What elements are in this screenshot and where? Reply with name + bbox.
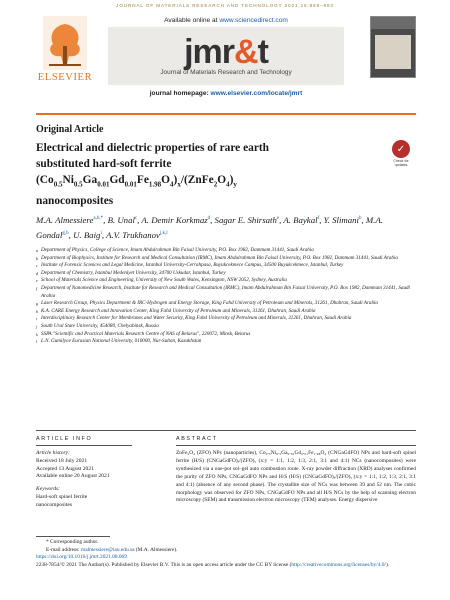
- footnotes: [36, 539, 416, 569]
- affiliation-item: b Department of Biophysics, Institute for Research and Medical Consultation (IRMC), Imam Abdulrahman Bin Faisal University, P.O. Box 1982, Dammam 31441, Saudi Arabia: [36, 254, 398, 261]
- affiliation-item: k SSPA "Scientific and Practical Materials Research Centre of NAS of Belarus", 220072, Minsk, Belarus: [36, 330, 251, 337]
- author[interactable]: A. Demir Korkmaz$^d$,: [141, 214, 215, 225]
- affiliation-item: l L.N. Gumilyov Eurasian National University, 010000, Nur-Sultan, Kazakhstan: [36, 338, 202, 345]
- affiliation-item: j South Ural State University, 454080, Chelyabinsk, Russia: [36, 322, 159, 329]
- journal-logo-main: jmr: [184, 33, 235, 71]
- publisher-name: ELSEVIER: [37, 72, 93, 83]
- title-line-2: substituted hard-soft ferrite: [36, 158, 172, 171]
- article-type: Original Article: [36, 124, 104, 135]
- history-accepted: Accepted 13 August 2021: [36, 465, 94, 472]
- journal-cover-thumbnail[interactable]: [370, 16, 416, 78]
- doi-link[interactable]: https://doi.org/10.1016/j.jmrt.2021.08.069: [36, 554, 127, 561]
- running-head: JOURNAL OF MATERIALS RESEARCH AND TECHNOLOGY 2021;15:968–983: [116, 3, 334, 8]
- journal-full-name: Journal of Materials Research and Technology: [160, 69, 292, 76]
- corresponding-author-note: * Corresponding author.: [46, 539, 99, 545]
- affiliation-list: [36, 247, 416, 346]
- abstract-heading: ABSTRACT: [176, 436, 416, 446]
- journal-homepage: [108, 90, 344, 97]
- email-link[interactable]: malmessiere@iau.edu.sa: [81, 546, 135, 553]
- journal-logo-end: t: [257, 33, 268, 71]
- author[interactable]: A. Baykal$^f$,: [283, 214, 324, 225]
- author-list: [36, 212, 416, 243]
- journal-logo[interactable]: [184, 33, 268, 71]
- article-info-heading: ARTICLE INFO: [36, 436, 132, 446]
- title-line-4: nanocomposites: [36, 194, 114, 207]
- elsevier-logo[interactable]: [36, 16, 94, 100]
- available-prefix: Available online at: [164, 17, 220, 24]
- keyword-item: Hard-soft spinel ferrite: [36, 493, 88, 500]
- footnote-divider: [36, 536, 110, 537]
- license-link[interactable]: http://creativecommons.org/licenses/by/4.0/: [291, 561, 386, 568]
- history-label: Article history:: [36, 450, 71, 456]
- keywords-label: Keywords:: [36, 486, 61, 493]
- email-note: E-mail address: malmessiere@iau.edu.sa (M.A. Almessiere).: [46, 546, 178, 553]
- history-online: Available online 20 August 2021: [36, 473, 110, 480]
- title-line-1: Electrical and dielectric properties of rare earth: [36, 142, 270, 154]
- affiliation-item: f Department of Nanomedicine Research, Institute for Research and Medical Consultation (IRMC), Imam Abdulrahman Bin Faisal University, P.O. Box 1982, Dammam 31441, Saudi Arabia: [36, 284, 410, 299]
- affiliation-item: i Interdisciplinary Research Center for Membranes and Water Security, King Fahd University of Petroleum and Minerals, 31261, Dhahran, Saudi Arabia: [36, 315, 352, 322]
- affiliation-item: e School of Materials Science and Engineering, University of New South Wales, Kensington, NSW 2052, Sydney, Australia: [36, 277, 287, 284]
- author[interactable]: M.A. Almessiere$^{a,b,*}$,: [36, 214, 108, 225]
- author[interactable]: Sagar E. Shirsath$^e$,: [214, 214, 284, 225]
- author[interactable]: U. Baig$^i$,: [73, 230, 107, 241]
- affiliation-item: c Institute of Forensic Sciences and Legal Medicine, Istanbul University-Cerrahpasa, Buyukcekmece Campus, 34500 Buyukcekmece, Istanbul, Turkey: [36, 262, 344, 269]
- check-for-updates-label: Check for updates: [393, 159, 409, 167]
- masthead-divider: [36, 113, 416, 115]
- available-online: [108, 17, 344, 24]
- title-formula: $(Co_{0.5}Ni_{0.5}Ga_{0.01}Gd_{0.01}Fe_{1.98}O_4)_x/(ZnFe_2O_4)_y$: [36, 174, 237, 189]
- homepage-label: journal homepage:: [149, 90, 211, 97]
- crossmark-icon: ✓: [392, 140, 410, 158]
- affiliation-item: d Department of Chemistry, Istanbul Medeniyet University, 34700 Uskudar, Istanbul, Turkey: [36, 269, 226, 276]
- affiliation-item: h K.A. CARE Energy Research and Innovation Center, King Fahd University of Petroleum and Minerals, 31261, Dhahran, Saudi Arabia: [36, 307, 316, 314]
- article-title: [36, 140, 336, 209]
- section-divider: [36, 430, 416, 431]
- abstract-column: [176, 436, 416, 505]
- homepage-link[interactable]: www.elsevier.com/locate/jmrt: [210, 90, 303, 97]
- author[interactable]: A.V. Trukhanov$^{j,k,l}$: [106, 230, 168, 241]
- keyword-item: nanocomposites: [36, 501, 73, 508]
- cover-image: [375, 35, 411, 69]
- journal-masthead: [36, 12, 416, 108]
- author[interactable]: Y. Slimani$^b$,: [323, 214, 366, 225]
- elsevier-tree-icon: [43, 16, 87, 70]
- article-info-column: [36, 436, 132, 510]
- journal-logo-amp: &: [234, 33, 258, 71]
- author[interactable]: M.A. Gondal$^{g,h}$,: [36, 214, 384, 241]
- affiliation-item: g Laser Research Group, Physics Department & IRC-Hydrogen and Energy Storage, King Fahd University of Petroleum and Minerals, 31261, Dhahran, Saudi Arabia: [36, 300, 378, 307]
- affiliation-item: a Department of Physics, College of Science, Imam Abdulrahman Bin Faisal University, P.O. Box 1982, Dammam 31441, Saudi Arabia: [36, 247, 314, 253]
- journal-title-box: [108, 27, 344, 85]
- abstract-text: ZnFe₂O₄ (ZFO) NPs (nanoparticles), Co₀.₅Ni₀.₅Ga₀.₀₁Gd₀.₀₁Fe₁.₉₈O₄ (CNGaGdFO) NPs and hard-soft spinel ferrite (H/S) (CNGaGdFO)ₓ/(ZFO)ᵧ (x:y = 1:1, 1:2, 1:3, 2:1, 3:1 and 4:1) NCs (nanocomposites) were synthesized via a one-pot sol–gel auto combustion route. X-ray powder diffraction (XRD) analyses confirmed the purity of ZFO NPs, CNGaGdFO NPs and H/S (H/S) (CNGaGdFO)ₓ/(ZFO)ᵧ (x:y = 1:1, 1:2, 1:3, 2:1, 3:1 and 4:1) (absence of any second phase). The crystallite size of NCs was between 39 and 52 nm. The cubic morphology was observed for ZFO NPs, CNGaGdFO NPs and all H/S NCs by the help of scanning electron microscopy (SEM) and transmission electron microscopy (TEM) analyses. Energy dispersive: [176, 450, 416, 504]
- author[interactable]: B. Unal$^c$,: [107, 214, 142, 225]
- masthead-center: [108, 12, 344, 97]
- sciencedirect-link[interactable]: www.sciencedirect.com: [219, 17, 288, 24]
- license-note: 2238-7854/© 2021 The Author(s). Published by Elsevier B.V. This is an open access article under the CC BY license (http://creativecommons.org/licenses/by/4.0/).: [36, 561, 390, 568]
- check-for-updates-button[interactable]: [387, 140, 415, 170]
- history-received: Received 18 July 2021: [36, 457, 88, 464]
- cover-band: [371, 17, 415, 29]
